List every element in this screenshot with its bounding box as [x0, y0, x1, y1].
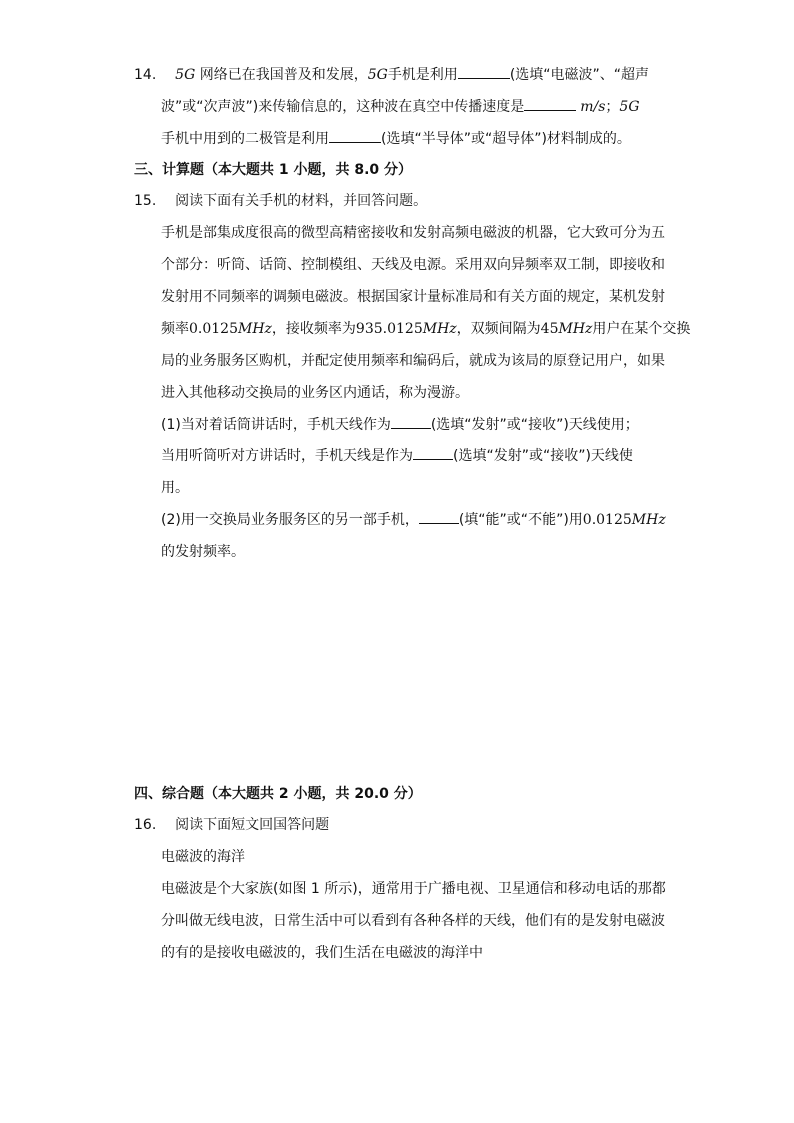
q15-blank-1[interactable]: [391, 416, 431, 429]
q15-blank-3[interactable]: [419, 511, 459, 524]
section-4-title: 四、综合题（本大题共 2 小题，共 20.0 分）: [134, 786, 422, 802]
q16-para-line-1: 电磁波是个大家族(如图 1 所示)，通常用于广播电视、卫星通信和移动电话的那都: [161, 881, 666, 897]
q14-blank-3[interactable]: [329, 130, 381, 143]
q15-stem-line: [134, 192, 427, 210]
q15-sub1-line-2: 当用听筒听对方讲话时，手机天线是作为 (选填“发射”或“接收”)天线使: [161, 448, 633, 464]
q15-para-line-1: 手机是部集成度很高的微型高精密接收和发射高频电磁波的机器，它大致可分为五: [161, 225, 665, 241]
section-3-title: 三、计算题（本大题共 1 小题，共 8.0 分）: [134, 162, 413, 178]
q14-line-1: 14. 5G 网络已在我国普及和发展，5G手机是利用 (选填“电磁波”、“超声: [134, 67, 650, 83]
q16-para-line-3: 的有的是接收电磁波的，我们生活在电磁波的海洋中: [161, 945, 483, 961]
q15-sub1-line-3: 用。: [161, 480, 189, 496]
q14-line-2: 波”或“次声波”)来传输信息的，这种波在真空中传播速度是 m/s；5G: [161, 99, 640, 115]
q15-blank-2[interactable]: [413, 447, 453, 460]
q15-para-line-2: 个部分：听筒、话筒、控制模组、天线及电源。采用双向异频率双工制，即接收和: [161, 257, 665, 273]
q16-para-line-2: 分叫做无线电波，日常生活中可以看到有各种各样的天线，他们有的是发射电磁波: [161, 913, 665, 929]
q16-number: 16.: [134, 817, 157, 833]
q14-number: 14.: [134, 67, 157, 83]
q15-stem: 阅读下面有关手机的材料，并回答问题。: [175, 193, 428, 209]
q15-number: 15.: [134, 193, 157, 209]
q15-para-line-5: 局的业务服务区购机，并配定使用频率和编码后，就成为该局的原登记用户，如果: [161, 353, 665, 369]
q16-stem: 阅读下面短文回国答问题: [175, 817, 330, 833]
q16-subtitle: 电磁波的海洋: [161, 849, 245, 865]
q15-para-line-4: 频率0.0125MHz，接收频率为935.0125MHz，双频间隔为45MHz用户在某个交换: [161, 321, 691, 337]
q15-para-line-3: 发射用不同频率的调频电磁波。根据国家计量标准局和有关方面的规定，某机发射: [161, 289, 665, 305]
q15-sub2-line-2: 的发射频率。: [161, 544, 245, 560]
q15-sub1-line-1: (1)当对着话筒讲话时，手机天线作为 (选填“发射”或“接收”)天线使用；: [161, 417, 639, 433]
q14-blank-2[interactable]: [524, 98, 576, 111]
q15-sub2-line-1: (2)用一交换局业务服务区的另一部手机， (填“能”或“不能”)用0.0125MHz: [161, 512, 666, 528]
q14-blank-1[interactable]: [458, 66, 510, 79]
q15-para-line-6: 进入其他移动交换局的业务区内通话，称为漫游。: [161, 385, 469, 401]
q14-line-3: 手机中用到的二极管是利用 (选填“半导体”或“超导体”)材料制成的。: [161, 131, 631, 147]
q16-stem-line: [134, 816, 329, 834]
